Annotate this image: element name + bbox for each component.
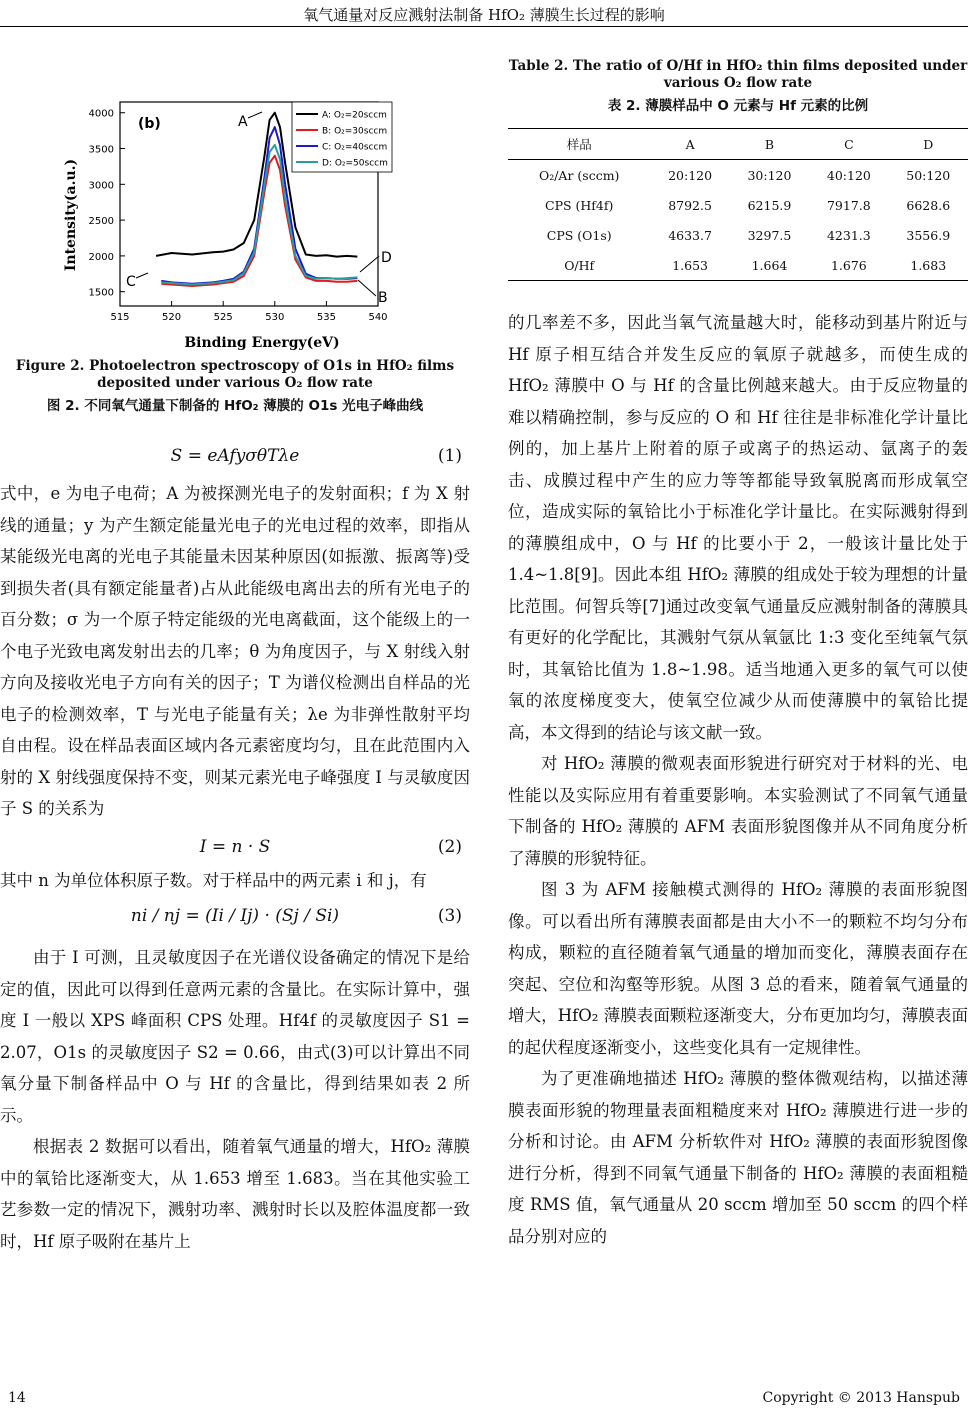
legend-entry: C: O₂=40sccm [322, 142, 388, 153]
table-header-row [508, 129, 968, 160]
running-header: 氧气通量对反应溅射法制备 HfO₂ 薄膜生长过程的影响 [303, 6, 665, 24]
table-cell: 4633.7 [668, 227, 712, 243]
paragraph-r2: 对 HfO₂ 薄膜的微观表面形貌进行研究对于材料的光、电性能以及实际应用有着重要影响。本实验测试了不同氧气通量下制备的 HfO₂ 薄膜的 AFM 表面形貌图像并从不同角度分析了薄膜的形貌特征。 [508, 754, 968, 868]
legend-entry: A: O₂=20sccm [322, 110, 387, 121]
equation-3-number: (3) [437, 906, 462, 926]
table-row [508, 220, 968, 250]
paragraph-r1: 的几率差不多，因此当氧气流量越大时，能移动到基片附近与 Hf 原子相互结合并发生反应的氧原子就越多，而使生成的 HfO₂ 薄膜中 O 与 Hf 的含量比例越来越大。由于反应物量的难以精确控制，参与反应的 O 和 Hf 往往是非标准化学计量比例的，加上基片上附着的原子或离子的热运动、氩离子的轰击、成膜过程中产生的应力等等都能导致氧脱离而形成氧空位，造成实际的氧铪比小于标准化学计量比。在实际溅射得到的薄膜组成中，O 与 Hf 的比要小于 2，一般该计量比处于 1.4~1.8[9]。因此本组 HfO₂ 薄膜的组成处于较为理想的计量比范围。何智兵等[7]通过改变氧气通量反应溅射制备的薄膜具有更好的化学配比，其溅射气氛从氧氩比 1:3 变化至纯氧气氛时，其氧铪比值为 1.8~1.98。适当地通入更多的氧气可以使氧的浓度梯度变大，使氧空位减少从而使薄膜中的氧铪比提高，本文得到的结论与该文献一致。 [508, 313, 968, 742]
curve-label-b: B [378, 290, 388, 306]
x-tick-label: 520 [162, 312, 182, 323]
x-tick-label: 515 [110, 312, 130, 323]
paragraph-l1: 式中，e 为电子电荷；A 为被探测光电子的发射面积；f 为 X 射线的通量；y 为产生额定能量光电子的光电过程的效率，即指从某能级光电离的光电子其能量未因某种原因(如振激、振离等)受到损失者(具有额定能量者)占从此能级电离出去的所有光电子的百分数；σ 为一个原子特定能级的光电离截面，这个能级上的一个电子光致电离发射出去的几率；θ 为角度因子，与 X 射线入射方向及接收光电子方向有关的因子；T 为谱仪检测出自样品的光电子的检测效率，T 与光电子能量有关；λe 为非弹性散射平均自由程。设在样品表面区域内各元素密度均匀，且在此范围内入射的 X 射线强度保持不变，则某元素光电子峰强度 I 与灵敏度因子 S 的关系为 [0, 484, 470, 818]
table-cell: 6628.6 [906, 197, 951, 213]
equation-2-number: (2) [437, 836, 462, 857]
y-tick-label: 2500 [88, 216, 114, 228]
table-cell: 1.683 [889, 250, 968, 281]
table-caption-zh: 表 2. 薄膜样品中 O 元素与 Hf 元素的比例 [607, 98, 869, 114]
page-number: 14 [8, 1390, 26, 1406]
paragraph-l4: 根据表 2 数据可以看出，随着氧气通量的增大，HfO₂ 薄膜中的氧铪比逐渐变大，从 1.653 增至 1.683。当在其他实验工艺参数一定的情况下，溅射功率、溅射时长以及腔体温度都一致时，Hf 原子吸附在基片上 [0, 1137, 470, 1251]
table-cell: O₂/Ar (sccm) [538, 167, 620, 183]
curve-pointer-b [358, 280, 376, 296]
table-cell: 3297.5 [747, 227, 792, 243]
curve-label-d: D [381, 250, 392, 266]
table-cell: 1.676 [809, 250, 888, 281]
table-row [508, 250, 968, 281]
table-cell: 4231.3 [826, 227, 871, 243]
right-column [508, 40, 968, 1252]
table-cell: CPS (Hf4f) [545, 197, 614, 213]
figure-caption-zh: 图 2. 不同氧气通量下制备的 HfO₂ 薄膜的 O1s 光电子峰曲线 [46, 398, 424, 414]
table-cell: CPS (O1s) [546, 227, 612, 243]
table-2 [508, 128, 968, 281]
equation-3-expr: ni / nj = (Ii / Ij) · (Sj / Si) [130, 906, 340, 926]
table-cell: 30:120 [747, 167, 792, 183]
table-header-cell: 样品 [508, 129, 650, 160]
table-header-cell: B [730, 129, 809, 160]
legend [292, 102, 392, 172]
paragraph-r3: 图 3 为 AFM 接触模式测得的 HfO₂ 薄膜的表面形貌图像。可以看出所有薄膜表面都是由大小不一的颗粒不均匀分布构成，颗粒的直径随着氧气通量的增加而变化，薄膜表面存在突起、空位和沟壑等形貌。从图 3 总的看来，随着氧气通量的增大，HfO₂ 薄膜表面颗粒逐渐变大，分布更加均匀，薄膜表面的起伏程度逐渐变小，这些变化具有一定规律性。 [508, 880, 968, 1057]
y-tick-label: 2000 [88, 251, 114, 263]
xps-chart [0, 40, 470, 351]
table-cell: O/Hf [508, 250, 650, 281]
curve-label-c: C [126, 274, 136, 290]
figure-2 [0, 40, 470, 351]
y-tick-label: 3000 [88, 180, 114, 192]
legend-entry: D: O₂=50sccm [322, 158, 388, 169]
table-row [508, 160, 968, 191]
equation-3 [0, 900, 470, 934]
equation-2-expr: I = n · S [199, 836, 271, 857]
y-tick-label: 1500 [88, 287, 114, 299]
y-axis-label: Intensity(a.u.) [63, 158, 79, 272]
table-cell: 1.653 [650, 250, 729, 281]
curve-label-a: A [238, 114, 248, 130]
x-tick-label: 540 [368, 312, 388, 323]
x-axis-label: Binding Energy(eV) [184, 335, 340, 351]
figure-caption-en: Figure 2. Photoelectron spectroscopy of O1s in HfO₂ films deposited under various O₂ flow rate [15, 358, 455, 391]
table-cell: 3556.9 [906, 227, 951, 243]
paragraph-l2: 其中 n 为单位体积原子数。对于样品中的两元素 i 和 j，有 [0, 870, 427, 890]
paragraph-r4: 为了更准确地描述 HfO₂ 薄膜的整体微观结构，以描述薄膜表面形貌的物理量表面粗糙度来对 HfO₂ 薄膜进行进一步的分析和讨论。由 AFM 分析软件对 HfO₂ 薄膜的表面形貌图像进行分析，得到不同氧气通量下制备的 HfO₂ 薄膜的表面粗糙度 RMS 值，氧气通量从 20 sccm 增加至 50 sccm 的四个样品分别对应的 [508, 1069, 968, 1246]
x-tick-label: 525 [213, 312, 233, 323]
table-header-cell: A [650, 129, 729, 160]
table-header-cell: D [889, 129, 968, 160]
panel-label: (b) [138, 116, 161, 132]
header-rule [0, 26, 968, 27]
table-header-cell: C [809, 129, 888, 160]
y-tick-label: 3500 [88, 144, 114, 156]
table-row [508, 190, 968, 220]
table-cell: 50:120 [906, 167, 951, 183]
table-cell: 6215.9 [747, 197, 792, 213]
table-cell: 8792.5 [668, 197, 712, 213]
table-cell: 20:120 [668, 167, 713, 183]
equation-2 [0, 831, 470, 865]
y-tick-label: 4000 [88, 108, 114, 120]
paragraph-l3: 由于 I 可测，且灵敏度因子在光谱仪设备确定的情况下是给定的值，因此可以得到任意两元素的含量比。在实际计算中，强度 I 一般以 XPS 峰面积 CPS 处理。Hf4f 的灵敏度因子 S1 = 2.07，O1s 的灵敏度因子 S2 = 0.66，由式(3)可以计算出不同氧分量下制备样品中 O 与 Hf 的含量比，得到结果如表 2 所示。 [0, 948, 470, 1125]
x-tick-label: 535 [316, 312, 336, 323]
curve-pointer-a [248, 112, 262, 118]
x-tick-label: 530 [265, 312, 285, 323]
equation-1-number: (1) [437, 446, 462, 466]
table-cell: 7917.8 [826, 197, 871, 213]
curve-pointer-c [136, 273, 148, 278]
equation-1 [0, 440, 470, 474]
table-cell: 40:120 [826, 167, 871, 183]
equation-1-expr: S = eAfyσθTλe [170, 446, 300, 466]
table-caption-en: Table 2. The ratio of O/Hf in HfO₂ thin films deposited under various O₂ flow rate [508, 58, 968, 91]
copyright: Copyright © 2013 Hanspub [762, 1390, 960, 1406]
curve-pointer-d [360, 256, 379, 272]
legend-entry: B: O₂=30sccm [322, 126, 388, 137]
left-column [0, 40, 470, 1257]
table-cell: 1.664 [730, 250, 809, 281]
